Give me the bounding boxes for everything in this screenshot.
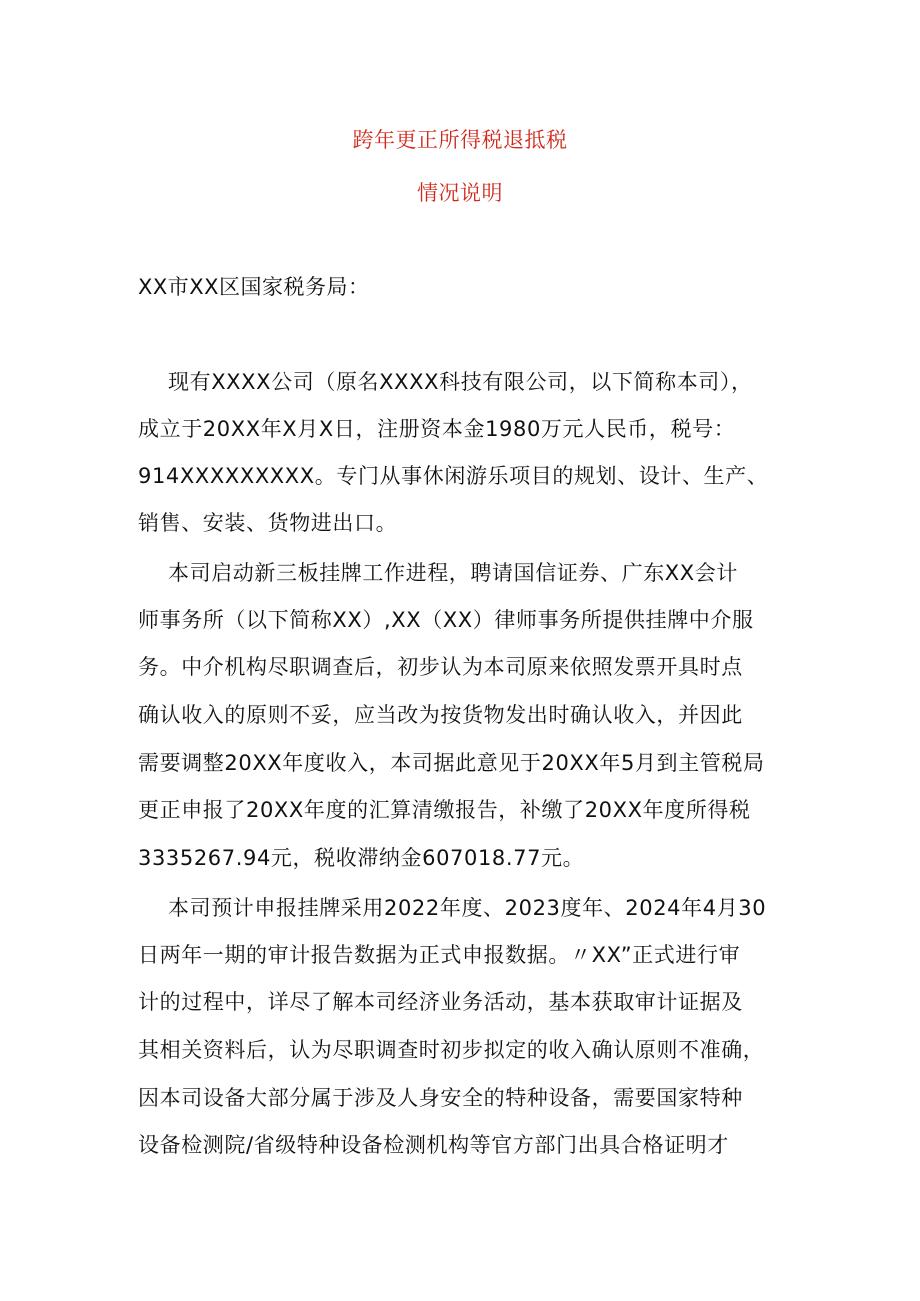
body-line: 确认收入的原则不妥，应当改为按货物发出时确认收入，并因此 (138, 703, 743, 727)
body-line: 本司预计申报挂牌采用2022年度、2023度年、2024年4月30 (168, 896, 767, 920)
body-line: 销售、安装、货物进出口。 (138, 511, 398, 535)
body-line: 因本司设备大部分属于涉及人身安全的特种设备，需要国家特种 (138, 1086, 743, 1110)
document-subtitle: 情况说明 (417, 181, 503, 205)
body-line: 3335267.94元，税收滞纳金607018.77元。 (138, 846, 585, 870)
body-line: 日两年一期的审计报告数据为正式申报数据。〃XX”正式进行审 (138, 943, 741, 967)
body-line: 计的过程中，详尽了解本司经济业务活动，基本获取审计证据及 (138, 990, 743, 1014)
body-line: 成立于20XX年X月X日，注册资本金1980万元人民币，税号： (138, 417, 736, 441)
body-line: 本司启动新三板挂牌工作进程，聘请国信证券、广东XX会计 (168, 561, 738, 585)
body-line: 务。中介机构尽职调查后，初步认为本司原来依照发票开具时点 (138, 655, 743, 679)
body-line: 现有XXXX公司（原名XXXX科技有限公司，以下简称本司）， (168, 370, 753, 394)
salutation: XX市XX区国家税务局： (138, 275, 370, 299)
body-line: 其相关资料后，认为尽职调查时初步拟定的收入确认原则不准确， (138, 1038, 765, 1062)
body-line: 需要调整20XX年度收入，本司据此意见于20XX年5月到主管税局 (138, 751, 765, 775)
body-line: 设备检测院/省级特种设备检测机构等官方部门出具合格证明才 (138, 1133, 729, 1157)
document-title: 跨年更正所得税退抵税 (352, 128, 568, 152)
body-line: 更正申报了20XX年度的汇算清缴报告，补缴了20XX年度所得税 (138, 798, 751, 822)
body-line: 师事务所（以下简称XX）,XX（XX）律师事务所提供挂牌中介服 (138, 608, 754, 632)
body-line: 914XXXXXXXXX。专门从事休闲游乐项目的规划、设计、生产、 (138, 464, 769, 488)
